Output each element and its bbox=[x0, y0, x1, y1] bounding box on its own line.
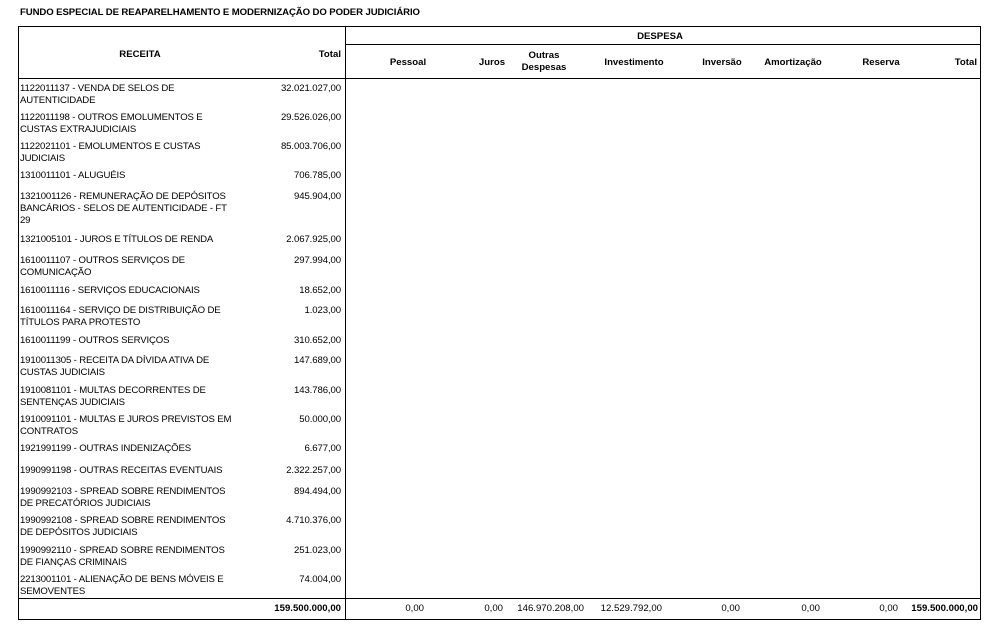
row-label: 1990992103 - SPREAD SOBRE RENDIMENTOS DE PRECATÓRIOS JUDICIAIS bbox=[20, 486, 226, 509]
row-label: 1990992108 - SPREAD SOBRE RENDIMENTOS DE DEPÓSITOS JUDICIAIS bbox=[20, 515, 226, 538]
header-total-receita: Total bbox=[318, 49, 341, 60]
row-value: 18.652,00 bbox=[299, 285, 341, 296]
row-value: 32.021.027,00 bbox=[280, 83, 341, 94]
total-juros: 0,00 bbox=[484, 603, 503, 614]
row-value: 143.786,00 bbox=[293, 385, 341, 396]
header-inversao: Inversão bbox=[702, 57, 742, 68]
row-label: 1610011116 - SERVIÇOS EDUCACIONAIS bbox=[20, 285, 200, 296]
header-despesa: DESPESA bbox=[637, 31, 683, 42]
total-investimento: 12.529.792,00 bbox=[600, 603, 662, 614]
row-value: 706.785,00 bbox=[293, 170, 341, 181]
row-label: 1310011101 - ALUGUÉIS bbox=[20, 170, 126, 181]
row-value: 1.023,00 bbox=[304, 305, 341, 316]
total-amortizacao: 0,00 bbox=[801, 603, 820, 614]
header-juros: Juros bbox=[478, 57, 506, 68]
row-label: 1321005101 - JUROS E TÍTULOS DE RENDA bbox=[20, 234, 214, 245]
despesa-header-line bbox=[346, 44, 980, 45]
row-label: 1910081101 - MULTAS DECORRENTES DE SENTENÇAS JUDICIAIS bbox=[20, 385, 206, 408]
row-label: 1910011305 - RECEITA DA DÍVIDA ATIVA DE CUSTAS JUDICIAIS bbox=[20, 355, 210, 378]
row-label: 1610011199 - OUTROS SERVIÇOS bbox=[20, 335, 170, 346]
header-amortizacao: Amortização bbox=[764, 57, 822, 68]
row-value: 29.526.026,00 bbox=[280, 112, 341, 123]
row-label: 1610011164 - SERVIÇO DE DISTRIBUIÇÃO DE TÍTULOS PARA PROTESTO bbox=[20, 305, 221, 328]
row-label: 2213001101 - ALIENAÇÃO DE BENS MÓVEIS E SEMOVENTES bbox=[20, 574, 224, 597]
header-outras-despesas: Outras Despesas bbox=[521, 50, 567, 73]
row-label: 1990991198 - OUTRAS RECEITAS EVENTUAIS bbox=[20, 465, 223, 476]
row-value: 310.652,00 bbox=[293, 335, 341, 346]
total-receita: 159.500.000,00 bbox=[274, 603, 341, 614]
row-value: 894.494,00 bbox=[293, 486, 341, 497]
row-label: 1610011107 - OUTROS SERVIÇOS DE COMUNICAÇÃO bbox=[20, 255, 185, 278]
total-reserva: 0,00 bbox=[879, 603, 898, 614]
total-pessoal: 0,00 bbox=[405, 603, 424, 614]
header-receita: RECEITA bbox=[119, 49, 161, 60]
report-title: FUNDO ESPECIAL DE REAPARELHAMENTO E MODERNIZAÇÃO DO PODER JUDICIÁRIO bbox=[20, 7, 420, 18]
header-investimento: Investimento bbox=[604, 57, 664, 68]
totals-top-line bbox=[19, 598, 980, 599]
row-label: 1321001126 - REMUNERAÇÃO DE DEPÓSITOS BANCÁRIOS - SELOS DE AUTENTICIDADE - FT 29 bbox=[20, 191, 227, 226]
header-bottom-line bbox=[19, 78, 980, 79]
row-value: 2.322.257,00 bbox=[286, 465, 341, 476]
row-value: 6.677,00 bbox=[304, 443, 341, 454]
row-value: 147.689,00 bbox=[293, 355, 341, 366]
row-label: 1921991199 - OUTRAS INDENIZAÇÕES bbox=[20, 443, 191, 454]
row-value: 945.904,00 bbox=[293, 191, 341, 202]
row-label: 1122021101 - EMOLUMENTOS E CUSTAS JUDICIAIS bbox=[20, 141, 201, 164]
total-inversao: 0,00 bbox=[721, 603, 740, 614]
total-outras-despesas: 146.970.208,00 bbox=[517, 603, 584, 614]
row-label: 1910091101 - MULTAS E JUROS PREVISTOS EM CONTRATOS bbox=[20, 414, 232, 437]
row-value: 297.994,00 bbox=[293, 255, 341, 266]
row-value: 85.003.706,00 bbox=[280, 141, 341, 152]
row-label: 1122011198 - OUTROS EMOLUMENTOS E CUSTAS EXTRAJUDICIAIS bbox=[20, 112, 203, 135]
header-pessoal: Pessoal bbox=[389, 57, 427, 68]
header-total-despesa: Total bbox=[954, 57, 977, 68]
row-value: 2.067.925,00 bbox=[286, 234, 341, 245]
row-value: 251.023,00 bbox=[293, 545, 341, 556]
row-value: 50.000,00 bbox=[299, 414, 341, 425]
column-divider bbox=[345, 27, 346, 619]
row-value: 4.710.376,00 bbox=[286, 515, 341, 526]
header-reserva: Reserva bbox=[862, 57, 900, 68]
row-label: 1990992110 - SPREAD SOBRE RENDIMENTOS DE FIANÇAS CRIMINAIS bbox=[20, 545, 225, 568]
total-despesa: 159.500.000,00 bbox=[911, 603, 978, 614]
row-label: 1122011137 - VENDA DE SELOS DE AUTENTICIDADE bbox=[20, 83, 175, 106]
row-value: 74.004,00 bbox=[299, 574, 341, 585]
